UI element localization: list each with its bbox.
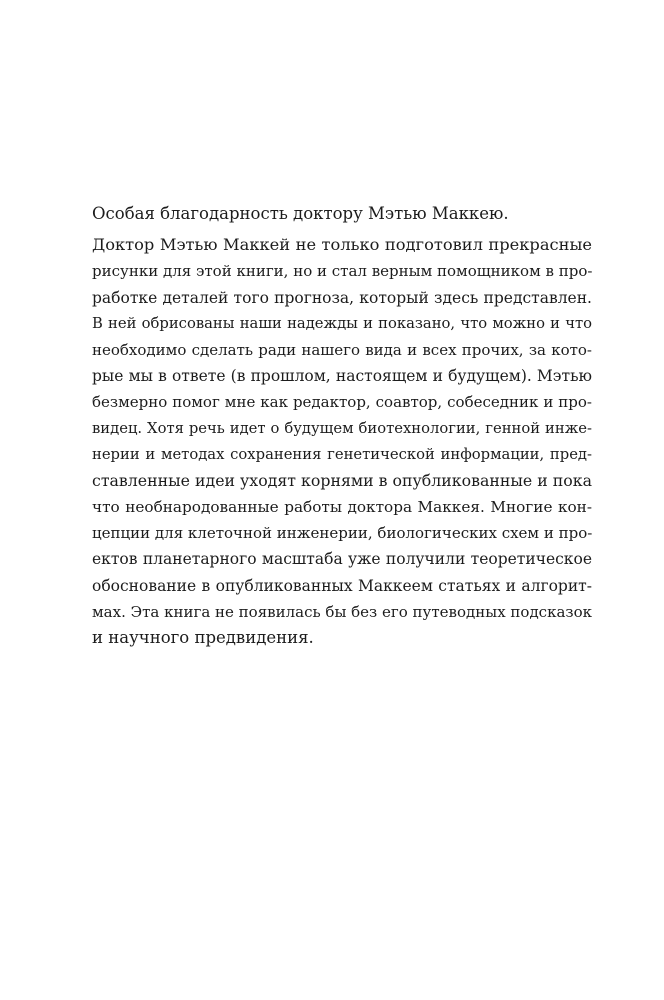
paragraph-line: рисунки для этой книги, но и стал верным помощником в про- — [92, 262, 593, 281]
paragraph-line: ектов планетарного масштаба уже получили теоретическое — [92, 550, 592, 569]
paragraph-line: нерии и методах сохранения генетической информации, пред- — [92, 445, 592, 463]
paragraph-last-line: и научного предвидения. — [92, 628, 314, 647]
paragraph-line: рые мы в ответе (в прошлом, настоящем и будущем). Мэтью — [92, 367, 592, 386]
acknowledgement-heading: Особая благодарность доктору Мэтью Маккею. — [92, 204, 509, 223]
paragraph-line: мах. Эта книга не появилась бы без его путеводных подсказок — [92, 602, 592, 621]
paragraph-line: В ней обрисованы наши надежды и показано, что можно и что — [92, 314, 592, 332]
paragraph-line: Доктор Мэтью Маккей не только подготовил прекрасные — [92, 235, 592, 255]
paragraph-line: видец. Хотя речь идет о будущем биотехнологии, генной инже- — [92, 419, 592, 437]
paragraph-line: работке деталей того прогноза, который здесь представлен. — [92, 288, 592, 307]
paragraph-line: цепции для клеточной инженерии, биологических схем и про- — [92, 524, 593, 543]
acknowledgement-paragraph — [92, 232, 592, 651]
paragraph-line: безмерно помог мне как редактор, соавтор, собеседник и про- — [92, 393, 592, 412]
paragraph-line: ставленные идеи уходят корнями в опубликованные и пока — [92, 470, 592, 490]
paragraph-line: что необнародованные работы доктора Маккея. Многие кон- — [92, 498, 592, 517]
paragraph-line: необходимо сделать ради нашего вида и всех прочих, за кото- — [92, 340, 592, 359]
acknowledgement-block — [92, 201, 592, 651]
paragraph-line: обоснование в опубликованных Маккеем статьях и алгорит- — [92, 576, 592, 595]
